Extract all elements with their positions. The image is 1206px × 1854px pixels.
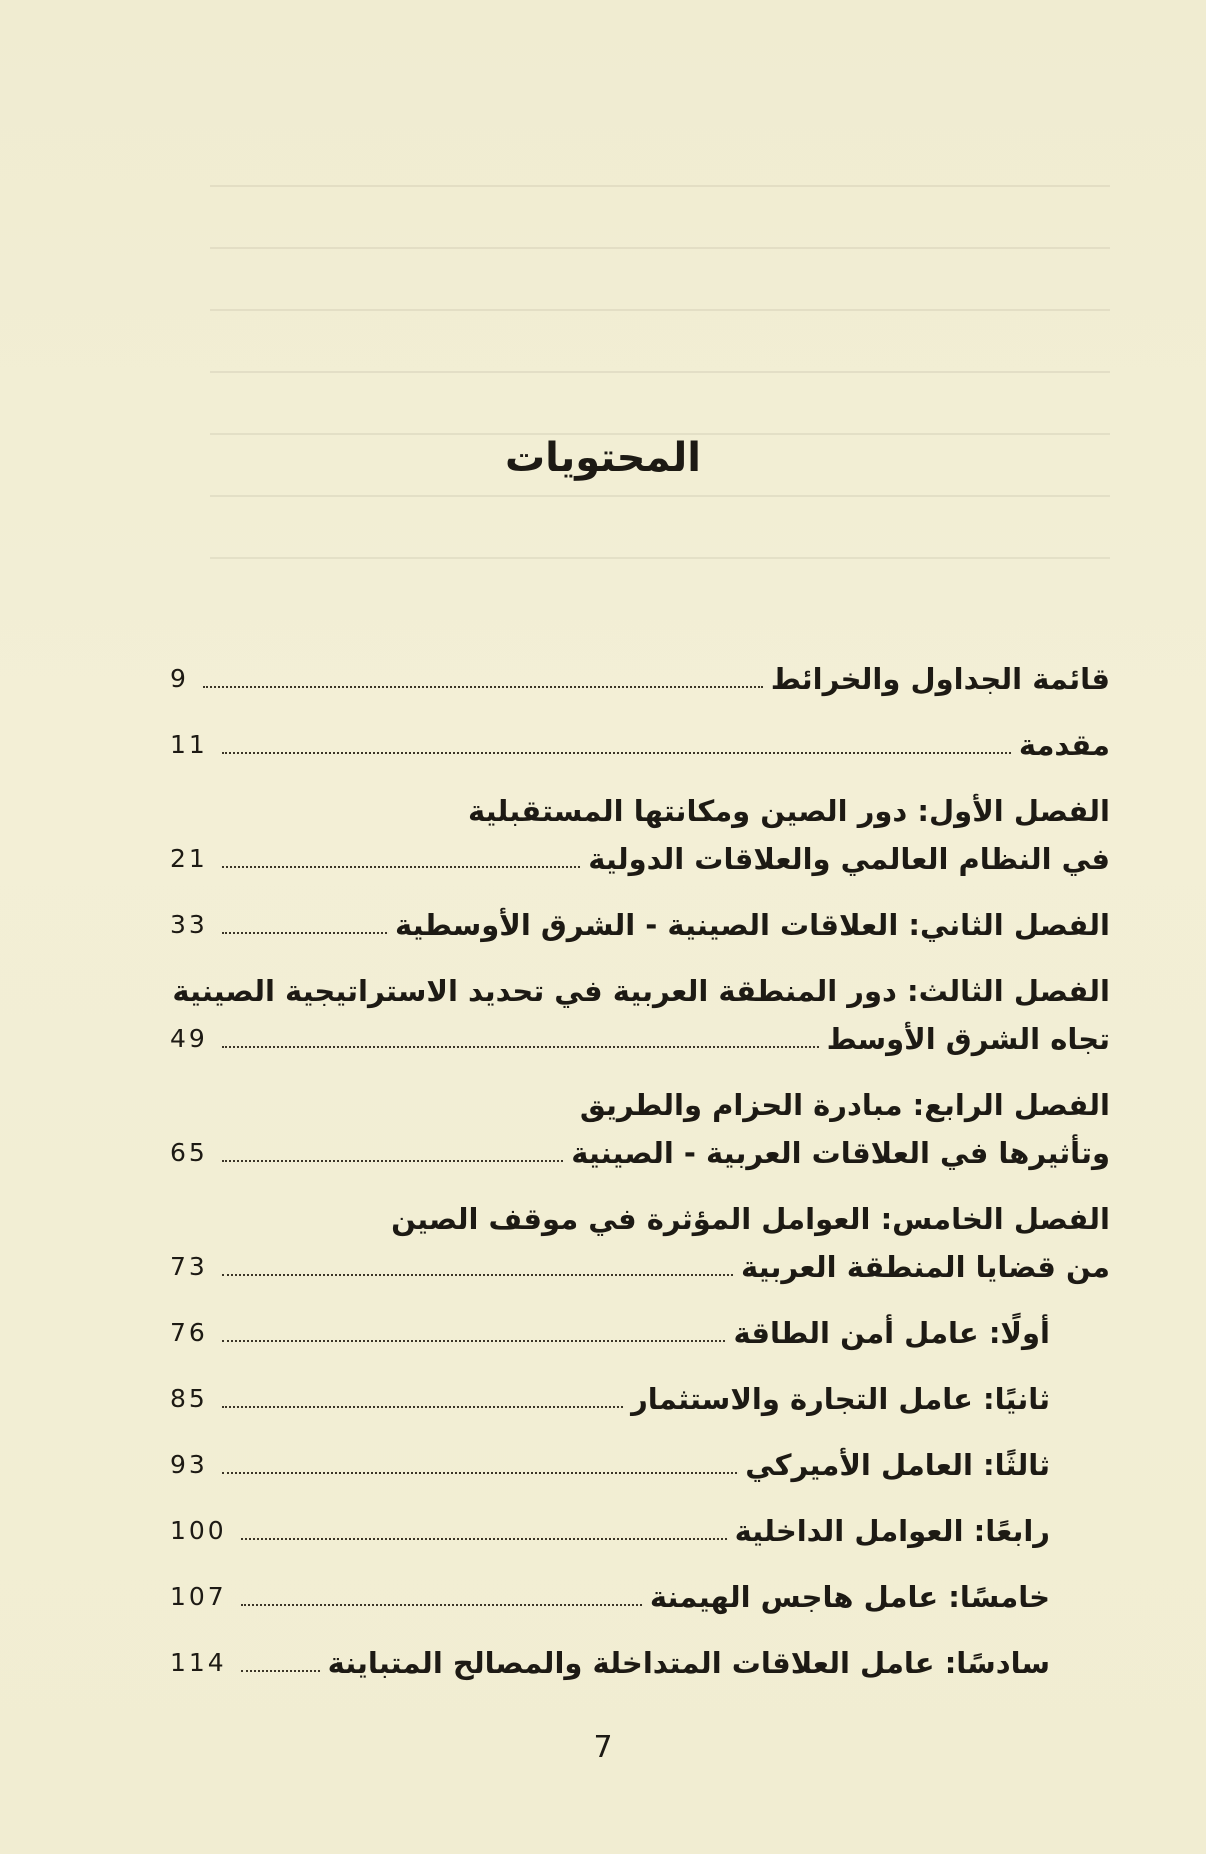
toc-entry-title xyxy=(571,1129,1110,1177)
toc-line xyxy=(170,721,1110,769)
toc-entry-label: تجاه الشرق الأوسط xyxy=(826,1022,1110,1056)
toc-entry[interactable] xyxy=(170,1375,1110,1423)
toc-entry-heading: ثانيًا: xyxy=(983,1382,1050,1416)
toc-page-number: 73 xyxy=(170,1252,208,1281)
toc-page-number: 49 xyxy=(170,1024,208,1053)
toc-line xyxy=(170,1573,1110,1621)
toc-page-number: 9 xyxy=(170,664,189,693)
toc-line xyxy=(170,1375,1110,1423)
toc-entry-label: العوامل الداخلية xyxy=(734,1514,974,1548)
toc-entry-title xyxy=(631,1375,1050,1423)
toc-entry-title xyxy=(172,967,1110,1015)
page-title: المحتويات xyxy=(504,435,701,481)
toc-entry-label: عامل العلاقات المتداخلة والمصالح المتباينة xyxy=(327,1646,945,1680)
toc-entry-label: مقدمة xyxy=(1018,728,1110,762)
dot-leader xyxy=(222,1160,563,1162)
toc-entry-title xyxy=(771,655,1110,703)
toc-page-number: 107 xyxy=(170,1582,227,1611)
toc-entry-label: من قضايا المنطقة العربية xyxy=(741,1250,1110,1284)
toc-page-number: 33 xyxy=(170,910,208,939)
toc-page-number: 93 xyxy=(170,1450,208,1479)
toc-entry-title xyxy=(588,835,1110,883)
dot-leader xyxy=(222,932,387,934)
toc-entry[interactable] xyxy=(170,1507,1110,1555)
dot-leader xyxy=(203,686,763,688)
dot-leader xyxy=(241,1538,727,1540)
toc-line xyxy=(170,835,1110,883)
toc-entry-heading: الفصل الثاني: xyxy=(908,908,1110,942)
toc-entry[interactable] xyxy=(170,721,1110,769)
toc-entry-title xyxy=(827,1015,1110,1063)
toc-entry-label: دور الصين ومكانتها المستقبلية xyxy=(468,794,918,828)
toc-entry[interactable] xyxy=(170,655,1110,703)
toc-entry[interactable] xyxy=(170,1441,1110,1489)
dot-leader xyxy=(241,1604,642,1606)
toc-line xyxy=(170,967,1110,1015)
toc-entry-label: العامل الأميركي xyxy=(745,1448,983,1482)
toc-line xyxy=(170,1129,1110,1177)
toc-entry-heading: الفصل الأول: xyxy=(917,794,1110,828)
toc-entry[interactable] xyxy=(170,1573,1110,1621)
toc-entry-heading: ثالثًا: xyxy=(983,1448,1050,1482)
toc-line xyxy=(170,1639,1110,1687)
toc-entry-heading: الفصل الثالث: xyxy=(907,974,1110,1008)
toc-line xyxy=(170,1195,1110,1243)
toc-line xyxy=(170,1015,1110,1063)
toc-entry-title xyxy=(1019,721,1110,769)
dot-leader xyxy=(222,866,580,868)
toc-entry-title xyxy=(741,1243,1110,1291)
toc-entry-title xyxy=(468,787,1110,835)
toc-line xyxy=(170,901,1110,949)
toc-page-number: 100 xyxy=(170,1516,227,1545)
dot-leader xyxy=(222,752,1011,754)
toc-entry-label: مبادرة الحزام والطريق xyxy=(579,1088,913,1122)
toc-page-number: 11 xyxy=(170,730,208,759)
toc-entry[interactable] xyxy=(170,967,1110,1063)
toc-line xyxy=(170,787,1110,835)
toc-entry-heading: الفصل الرابع: xyxy=(912,1088,1110,1122)
toc-entry-label: عامل أمن الطاقة xyxy=(733,1316,989,1350)
toc-entry-label: عامل التجارة والاستثمار xyxy=(631,1382,983,1416)
dot-leader xyxy=(222,1046,819,1048)
toc-line xyxy=(170,1441,1110,1489)
toc-page-number: 85 xyxy=(170,1384,208,1413)
toc-entry-label: العلاقات الصينية - الشرق الأوسطية xyxy=(395,908,909,942)
toc-page-number: 65 xyxy=(170,1138,208,1167)
toc-entry-label: وتأثيرها في العلاقات العربية - الصينية xyxy=(571,1136,1110,1170)
toc-entry-label: عامل هاجس الهيمنة xyxy=(649,1580,949,1614)
toc-entry-heading: الفصل الخامس: xyxy=(880,1202,1110,1236)
toc-line xyxy=(170,1507,1110,1555)
toc-line xyxy=(170,1243,1110,1291)
toc-entry[interactable] xyxy=(170,1309,1110,1357)
toc-entry[interactable] xyxy=(170,1639,1110,1687)
toc-line xyxy=(170,1309,1110,1357)
toc-entry-title xyxy=(735,1507,1050,1555)
toc-entry[interactable] xyxy=(170,1081,1110,1177)
toc-entry-label: العوامل المؤثرة في موقف الصين xyxy=(391,1202,881,1236)
toc-line xyxy=(170,655,1110,703)
toc-entry-title xyxy=(328,1639,1050,1687)
toc-entry[interactable] xyxy=(170,901,1110,949)
toc-entry-title xyxy=(391,1195,1110,1243)
toc-entry-heading: أولًا: xyxy=(988,1316,1050,1350)
dot-leader xyxy=(222,1406,623,1408)
toc-entry[interactable] xyxy=(170,1195,1110,1291)
toc-entry-title xyxy=(650,1573,1050,1621)
toc-entry-title xyxy=(580,1081,1110,1129)
dot-leader xyxy=(222,1340,725,1342)
toc-entry-title xyxy=(733,1309,1050,1357)
toc-line xyxy=(170,1081,1110,1129)
toc-entry-label: قائمة الجداول والخرائط xyxy=(770,662,1110,696)
toc-page-number: 114 xyxy=(170,1648,227,1677)
toc-entry-title xyxy=(745,1441,1050,1489)
toc-entry-heading: رابعًا: xyxy=(973,1514,1050,1548)
toc-entry-heading: سادسًا: xyxy=(944,1646,1050,1680)
toc-page-number: 21 xyxy=(170,844,208,873)
toc-entry-title xyxy=(395,901,1110,949)
toc-page-number: 76 xyxy=(170,1318,208,1347)
dot-leader xyxy=(241,1670,320,1672)
toc-entry-label: دور المنطقة العربية في تحديد الاستراتيجية الصينية xyxy=(172,974,907,1008)
toc-entry[interactable] xyxy=(170,787,1110,883)
page-number: 7 xyxy=(593,1730,613,1765)
table-of-contents xyxy=(170,655,1110,1705)
toc-entry-label: في النظام العالمي والعلاقات الدولية xyxy=(588,842,1110,876)
dot-leader xyxy=(222,1274,733,1276)
toc-entry-heading: خامسًا: xyxy=(948,1580,1050,1614)
dot-leader xyxy=(222,1472,737,1474)
